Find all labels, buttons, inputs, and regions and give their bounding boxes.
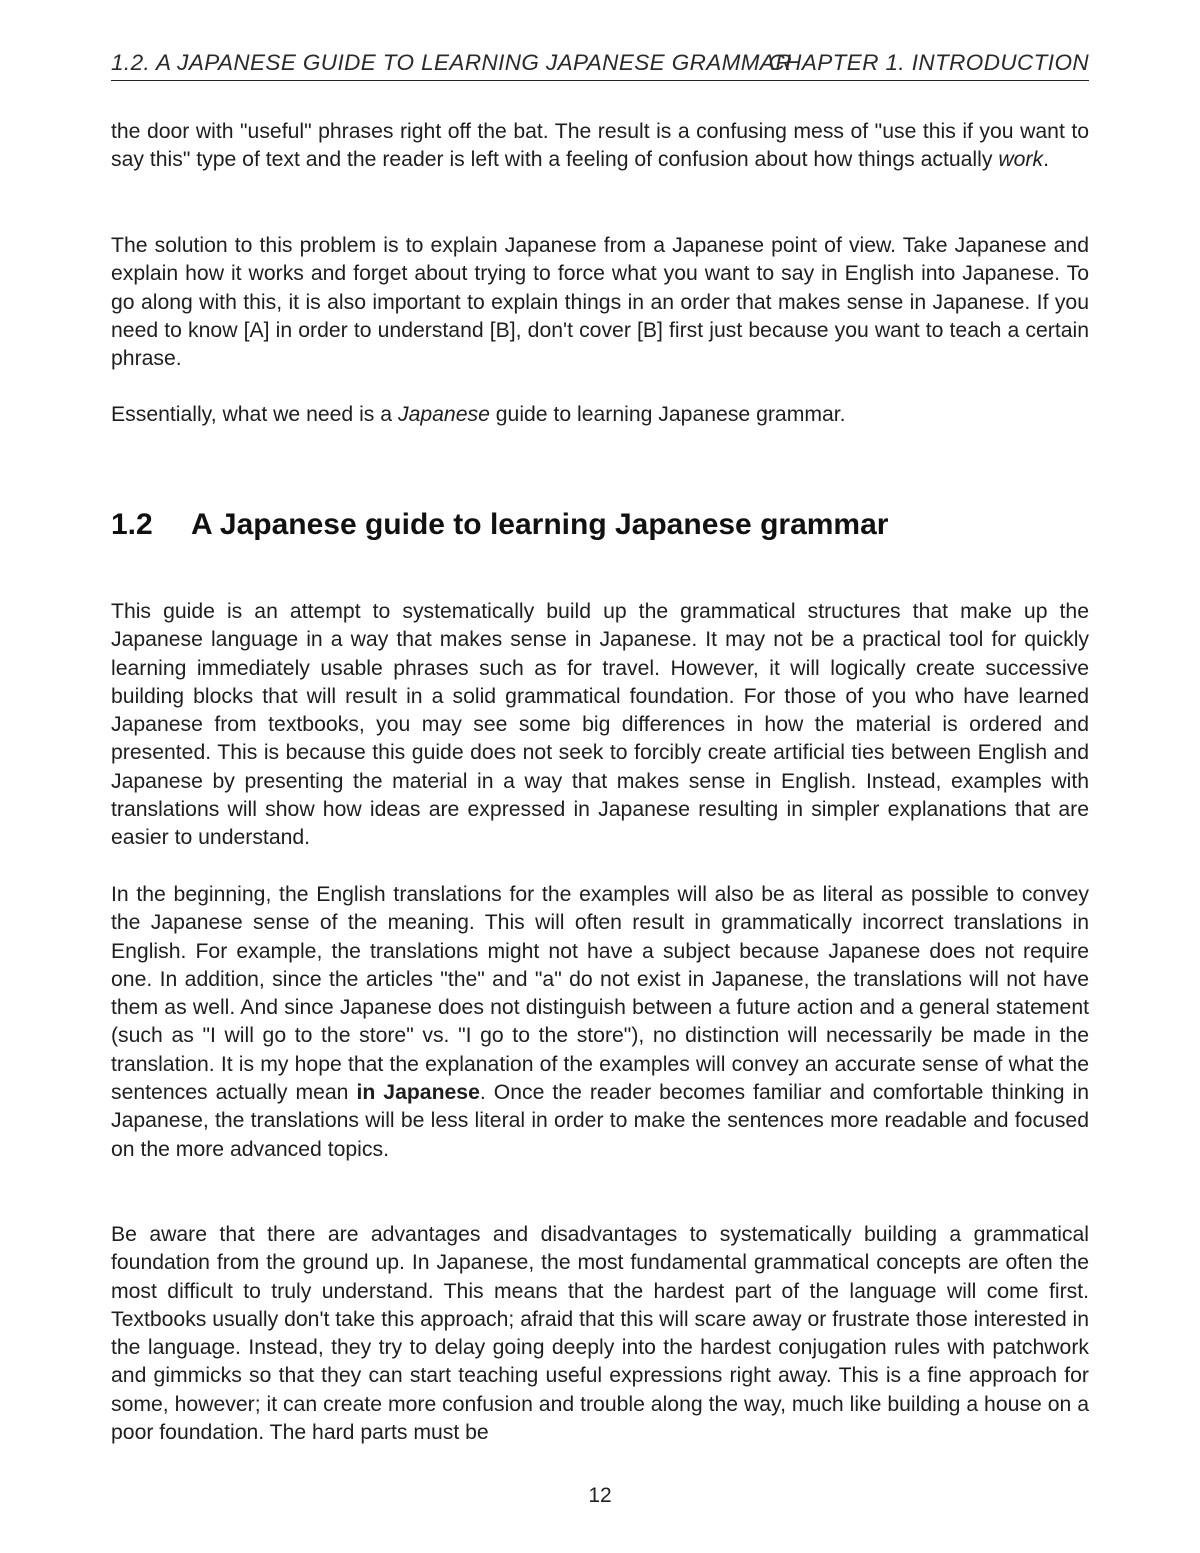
section-p2-bold: in Japanese [356, 1081, 480, 1105]
intro-paragraph-3 [111, 401, 1089, 429]
section-paragraph-3 [111, 1221, 1089, 1447]
section-p3-text: Be aware that there are advantages and disadvantages to systematically building a grammatical foundation from the ground up. In Japanese, the most fundamental grammatical concepts are often the most difficult to truly understand. This means that the hardest part of the language will come first. Textbooks usually don't take this approach; afraid that this will scare away or frustrate those interested in the language. Instead, they try to delay going deeply into the hardest conjugation rules with patchwork and gimmicks so that they can start teaching useful expressions right away. This is a fine approach for some, however; it can create more confusion and trouble along the way, much like building a house on a poor foundation. The hard parts must be [111, 1223, 1089, 1445]
page-number: 12 [588, 1484, 612, 1507]
intro-paragraph-1 [111, 118, 1089, 175]
intro-p2-text: The solution to this problem is to explain Japanese from a Japanese point of view. Take Japanese and explain how it works and forget about trying to force what you want to say in English into Japanese. To go along with this, it is also important to explain things in an order that makes sense in Japanese. If you need to know [A] in order to understand [B], don't cover [B] first just because you want to teach a certain phrase. [111, 234, 1089, 371]
intro-paragraph-2 [111, 232, 1089, 373]
section-paragraph-1 [111, 598, 1089, 853]
intro-p1-end: . [1043, 148, 1049, 172]
section-number: 1.2 [111, 508, 153, 541]
running-header [111, 46, 1089, 81]
section-p1-text: This guide is an attempt to systematically build up the grammatical structures that make up the Japanese language in a way that makes sense in Japanese. It may not be a practical tool for quickly learning immediately usable phrases such as for travel. However, it will logically create successive building blocks that will result in a solid grammatical foundation. For those of you who have learned Japanese from textbooks, you may see some big differences in how the material is ordered and presented. This is because this guide does not seek to forcibly create artificial ties between English and Japanese by presenting the material in a way that makes sense in English. Instead, examples with translations will show how ideas are expressed in Japanese resulting in simpler explanations that are easier to understand. [111, 600, 1089, 850]
intro-p3-emphasis: Japanese [397, 403, 490, 426]
intro-p1-emphasis: work [998, 148, 1044, 172]
section-p2-end: . Once the reader becomes familiar and comfortable thinking in Japanese, the translations will be less literal in order to make the sentences more readable and focused on the more advanced topics. [111, 1081, 1089, 1161]
header-chapter-title: CHAPTER 1. INTRODUCTION [768, 50, 1089, 75]
intro-p3-end: guide to learning Japanese grammar. [489, 403, 846, 426]
intro-p3-text: Essentially, what we need is a [111, 403, 398, 426]
intro-p1-text: the door with "useful" phrases right off the bat. The result is a confusing mess of "use this if you want to say this" type of text and the reader is left with a feeling of confusion about how things actually [111, 120, 1089, 172]
header-section-title: 1.2. A JAPANESE GUIDE TO LEARNING JAPANESE GRAMMAR [111, 50, 792, 75]
section-heading [111, 505, 1089, 545]
section-title: A Japanese guide to learning Japanese grammar [191, 508, 889, 541]
section-paragraph-2 [111, 881, 1089, 1164]
section-p2-text: In the beginning, the English translations for the examples will also be as literal as possible to convey the Japanese sense of the meaning. This will often result in grammatically incorrect translations in English. For example, the translations might not have a subject because Japanese does not require one. In addition, since the articles "the" and "a" do not exist in Japanese, the translations will not have them as well. And since Japanese does not distinguish between a future action and a general statement (such as "I will go to the store" vs. "I go to the store"), no distinction will necessarily be made in the translation. It is my hope that the explanation of the examples will convey an accurate sense of what the sentences actually mean [111, 883, 1089, 1105]
